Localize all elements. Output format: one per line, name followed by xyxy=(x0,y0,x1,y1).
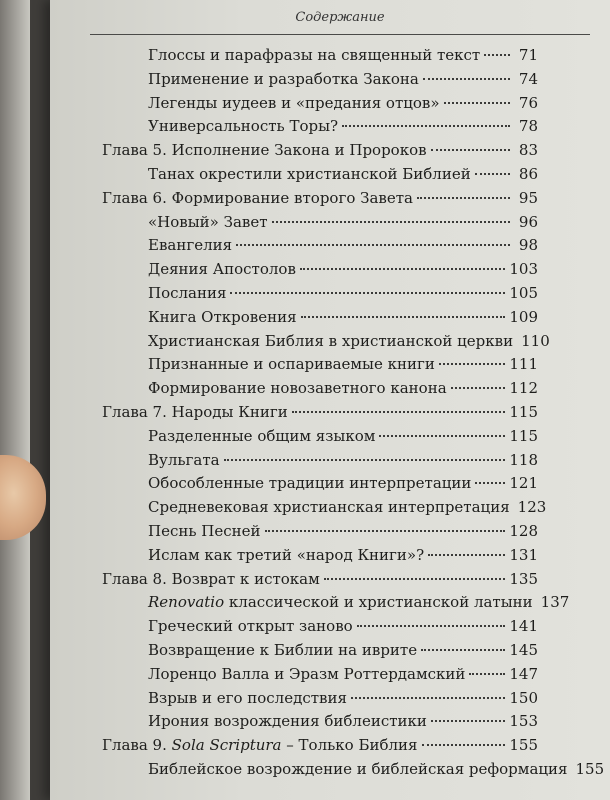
dot-leader xyxy=(417,197,510,199)
toc-page-number: 115 xyxy=(509,426,538,445)
toc-section-entry xyxy=(148,545,538,565)
toc-page-number: 86 xyxy=(518,165,538,183)
dot-leader xyxy=(230,292,505,294)
toc-entry-title-text: «Новый» Завет xyxy=(148,212,268,231)
toc-entry-title xyxy=(148,212,268,232)
dot-leader xyxy=(444,102,510,104)
toc-entry-title xyxy=(102,735,418,755)
toc-section-entry xyxy=(148,212,538,232)
dot-leader xyxy=(475,482,505,484)
toc-entry-title-text: Послания xyxy=(148,284,227,302)
toc-entry-title-text: Глава 8. Возврат к истокам xyxy=(102,569,320,588)
toc-entry-title xyxy=(148,688,347,708)
dot-leader xyxy=(423,78,510,80)
dot-leader xyxy=(265,530,506,532)
dot-leader xyxy=(475,173,510,175)
dot-leader xyxy=(224,459,506,461)
toc-entry-title xyxy=(148,164,471,184)
toc-section-entry xyxy=(148,426,538,446)
toc-entry-title-text: – Только Библия xyxy=(281,736,418,755)
toc-chapter-entry xyxy=(102,569,538,589)
toc-entry-title-text: Применение и разработка Закона xyxy=(148,69,419,88)
toc-entry-title-text: Возвращение к Библии на иврите xyxy=(148,641,418,659)
toc-page-number: 131 xyxy=(509,545,538,564)
toc-entry-title-italic: Sola Scriptura xyxy=(171,736,282,755)
toc-page-number: 98 xyxy=(518,236,538,255)
dot-leader xyxy=(272,221,510,223)
toc-section-entry xyxy=(148,640,538,660)
toc-entry-title xyxy=(148,592,533,612)
toc-section-entry xyxy=(148,116,538,136)
dot-leader xyxy=(357,625,506,627)
toc-entry-title-text: Взрыв и его последствия xyxy=(148,688,347,707)
toc-entry-title-text: Вульгата xyxy=(148,450,220,469)
toc-section-entry xyxy=(148,688,538,708)
toc-page-number: 145 xyxy=(509,641,538,659)
toc-entry-title-text: Ислам как третий «народ Книги»? xyxy=(148,545,425,564)
toc-entry-title-italic: Renovatio xyxy=(148,593,225,612)
toc-entry-title xyxy=(148,640,417,660)
toc-entry-title-text: Песнь Песней xyxy=(148,522,261,540)
toc-page-number: 155 xyxy=(509,736,538,755)
toc-entry-title-text: Евангелия xyxy=(148,236,233,255)
toc-entry-title-text: Танах окрестили христианской Библией xyxy=(148,165,471,183)
toc-page-number: 71 xyxy=(518,46,538,64)
toc-entry-title-text: классической и христианской латыни xyxy=(224,593,533,612)
toc-section-entry xyxy=(148,378,538,398)
toc-entry-title xyxy=(148,354,435,374)
toc-page-number: 155 xyxy=(575,760,605,778)
toc-entry-title-text: Лоренцо Валла и Эразм Роттердамский xyxy=(148,664,466,683)
dot-leader xyxy=(421,649,505,651)
toc-page-number: 103 xyxy=(509,260,538,279)
toc-section-entry xyxy=(148,69,538,89)
toc-page-number: 112 xyxy=(509,379,538,398)
toc-page-number: 141 xyxy=(509,617,538,636)
dot-leader xyxy=(292,411,506,413)
toc-section-entry xyxy=(148,759,605,779)
toc-entry-title xyxy=(148,473,471,493)
toc-entry-title xyxy=(148,497,510,517)
toc-section-entry xyxy=(148,283,538,303)
toc-page-number: 121 xyxy=(509,474,538,493)
toc-chapter-entry xyxy=(102,735,538,755)
toc-entry-title-text: Обособленные традиции интерпретации xyxy=(148,474,472,493)
toc-section-entry xyxy=(148,592,570,612)
toc-section-entry xyxy=(148,473,538,493)
toc-entry-title xyxy=(102,140,427,160)
toc-page-number: 115 xyxy=(509,403,538,421)
toc-entry-title xyxy=(148,521,261,541)
toc-entry-title xyxy=(148,450,220,470)
toc-section-entry xyxy=(148,164,538,184)
toc-page-number: 118 xyxy=(509,450,538,469)
toc-entry-title xyxy=(148,378,447,398)
toc-section-entry xyxy=(148,711,538,731)
toc-entry-title-text: Глава 6. Формирование второго Завета xyxy=(102,188,413,207)
toc-entry-title-text: Глоссы и парафразы на священный текст xyxy=(148,46,481,64)
toc-entry-title-text: Формирование новозаветного канона xyxy=(148,379,447,398)
toc-page-number: 137 xyxy=(540,593,570,612)
toc-page-number: 95 xyxy=(518,188,538,207)
toc-page-number: 147 xyxy=(509,664,538,683)
toc-page-number: 74 xyxy=(518,69,538,88)
toc-page-number: 76 xyxy=(518,93,538,112)
toc-page-number: 78 xyxy=(518,117,538,136)
toc-section-entry xyxy=(148,497,547,517)
toc-page-number: 135 xyxy=(509,569,538,588)
toc-entry-title xyxy=(148,331,513,351)
dot-leader xyxy=(422,744,506,746)
toc-entry-title-prefix: Глава 9. xyxy=(102,736,172,755)
toc-section-entry xyxy=(148,307,538,327)
toc-entry-title xyxy=(148,759,568,779)
toc-entry-title xyxy=(148,116,338,136)
toc-entry-title xyxy=(148,45,480,65)
toc-page-number: 110 xyxy=(521,331,550,350)
dot-leader xyxy=(451,387,506,389)
toc-entry-title xyxy=(148,664,465,684)
toc-entry-title-text: Глава 7. Народы Книги xyxy=(102,403,288,421)
toc-page-number: 83 xyxy=(518,141,538,160)
dot-leader xyxy=(324,578,506,580)
toc-chapter-entry xyxy=(102,188,538,208)
toc-entry-title xyxy=(148,259,296,279)
toc-entry-title-text: Библейское возрождение и библейская реформация xyxy=(148,760,568,778)
toc-entry-title xyxy=(148,69,419,89)
toc-section-entry xyxy=(148,616,538,636)
toc-entry-title-text: Универсальность Торы? xyxy=(148,117,339,136)
dot-leader xyxy=(431,149,510,151)
toc-entry-title xyxy=(148,283,226,303)
toc-page-number: 153 xyxy=(509,712,538,731)
toc-section-entry xyxy=(148,521,538,541)
toc-entry-title xyxy=(148,307,297,327)
toc-section-entry xyxy=(148,450,538,470)
toc-chapter-entry xyxy=(102,140,538,160)
toc-entry-title xyxy=(148,711,427,731)
dot-leader xyxy=(379,435,505,437)
toc-entry-title xyxy=(148,235,232,255)
toc-page-number: 150 xyxy=(509,688,538,707)
toc-entry-title-text: Ирония возрождения библеистики xyxy=(148,712,427,731)
toc-page-number: 123 xyxy=(517,498,547,517)
dot-leader xyxy=(301,316,506,318)
dot-leader xyxy=(469,673,505,675)
toc-entry-title xyxy=(102,188,413,208)
toc-entry-title xyxy=(148,93,440,113)
toc-entry-title xyxy=(102,569,320,589)
dot-leader xyxy=(428,554,505,556)
toc-section-entry xyxy=(148,354,538,374)
dot-leader xyxy=(351,697,505,699)
dot-leader xyxy=(342,125,510,127)
toc-page-number: 128 xyxy=(509,522,538,540)
toc-section-entry xyxy=(148,259,538,279)
toc-section-entry xyxy=(148,93,538,113)
toc-entry-title-text: Средневековая христианская интерпретация xyxy=(148,498,510,517)
dot-leader xyxy=(439,363,505,365)
toc-section-entry xyxy=(148,235,538,255)
toc-section-entry xyxy=(148,664,538,684)
toc-entry-title-text: Разделенные общим языком xyxy=(148,426,376,445)
dot-leader xyxy=(431,720,505,722)
toc-entry-title xyxy=(102,402,288,422)
toc-chapter-entry xyxy=(102,402,538,422)
toc-page-number: 105 xyxy=(509,284,538,302)
toc-entry-title-text: Греческий открыт заново xyxy=(148,617,353,636)
dot-leader xyxy=(300,268,505,270)
dot-leader xyxy=(484,54,510,56)
toc-entry-title-text: Книга Откровения xyxy=(148,307,297,326)
toc-section-entry xyxy=(148,331,550,351)
toc-entry-title xyxy=(148,545,424,565)
toc-section-entry xyxy=(148,45,538,65)
toc-page-number: 96 xyxy=(518,212,538,231)
running-header-title: Содержание xyxy=(295,10,385,25)
toc-entry-title-text: Христианская Библия в христианской церкви xyxy=(148,331,514,350)
dot-leader xyxy=(236,244,510,246)
toc-entry-title-text: Легенды иудеев и «предания отцов» xyxy=(148,93,440,112)
toc-page-number: 111 xyxy=(509,355,538,374)
toc-entry-title-text: Глава 5. Исполнение Закона и Пророков xyxy=(102,141,427,160)
toc-entry-title xyxy=(148,616,353,636)
toc-entry-title xyxy=(148,426,375,446)
toc-page-number: 109 xyxy=(509,307,538,326)
toc-entry-title-text: Деяния Апостолов xyxy=(148,260,296,279)
toc-entry-title-text: Признанные и оспариваемые книги xyxy=(148,355,435,374)
